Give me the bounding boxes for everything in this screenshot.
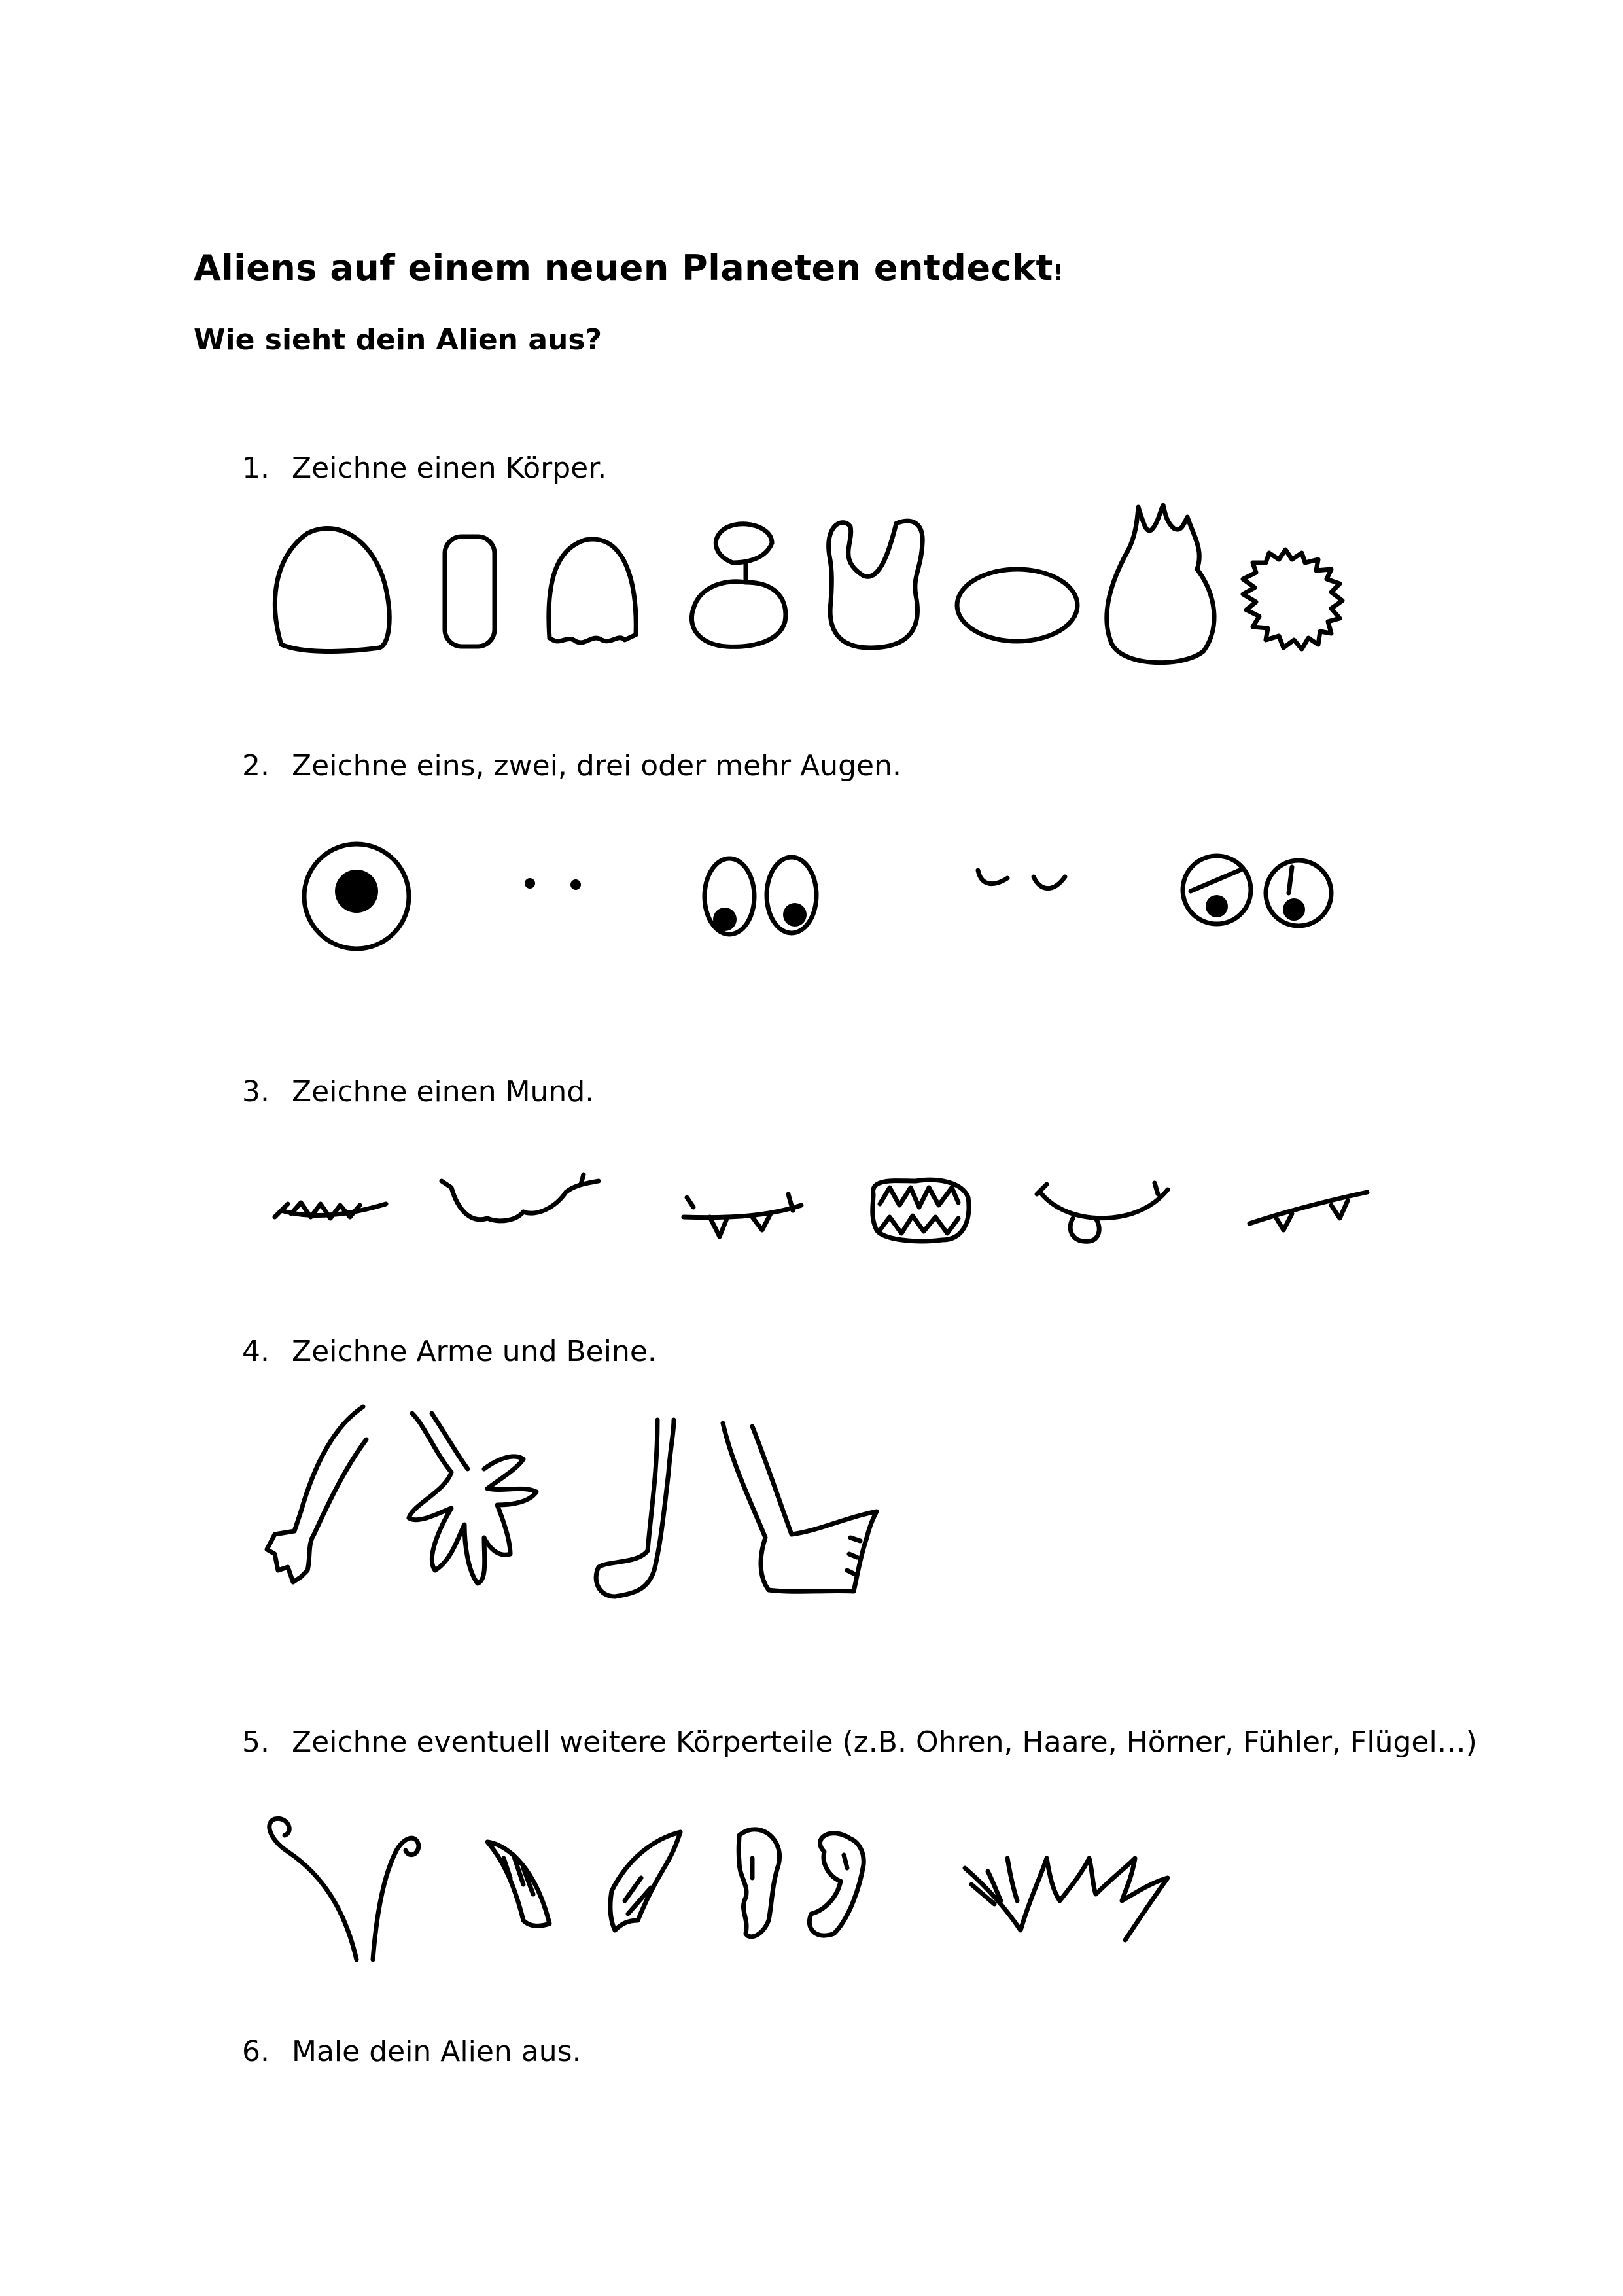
step-number: 2. bbox=[242, 749, 270, 783]
eye-single-big-pupil bbox=[335, 870, 378, 913]
mouth-examples bbox=[275, 1174, 1367, 1241]
body-flame-drawing bbox=[1107, 505, 1214, 663]
eye-closed-right bbox=[1034, 877, 1065, 889]
eye-dot-left bbox=[525, 878, 535, 889]
mouth-smirk-drawing bbox=[1249, 1192, 1367, 1230]
body-dome-drawing bbox=[275, 529, 389, 652]
antenna-left-drawing bbox=[270, 1818, 357, 1960]
step-number: 3. bbox=[242, 1075, 270, 1108]
mouth-wavy-smile-drawing bbox=[442, 1174, 599, 1221]
step-number: 4. bbox=[242, 1335, 270, 1368]
eye-sleepy-right-lid bbox=[1289, 867, 1292, 893]
antenna-right-drawing bbox=[373, 1838, 419, 1960]
body-ghost-drawing bbox=[549, 539, 636, 643]
step-text: Male dein Alien aus. bbox=[292, 2035, 582, 2068]
step-number: 6. bbox=[242, 2035, 270, 2068]
mouth-zigzag-drawing bbox=[275, 1203, 386, 1218]
eye-oval-left-pupil bbox=[713, 908, 737, 931]
title-text: Aliens auf einem neuen Planeten entdeckt bbox=[194, 247, 1053, 289]
eye-closed-left bbox=[978, 870, 1007, 884]
horn-right-drawing bbox=[610, 1832, 680, 1930]
leg-boot-drawing bbox=[596, 1420, 674, 1597]
eye-sleepy-left-pupil bbox=[1206, 895, 1228, 917]
mouth-jagged-teeth-drawing bbox=[873, 1180, 969, 1241]
eye-examples bbox=[304, 844, 1331, 949]
step-number: 1. bbox=[242, 451, 270, 485]
leg-clawed-foot-drawing bbox=[723, 1423, 877, 1591]
mouth-fangs-drawing bbox=[684, 1194, 801, 1237]
arm-clawed-hand-drawing bbox=[409, 1413, 536, 1583]
body-examples bbox=[275, 505, 1342, 663]
extra-part-examples bbox=[270, 1818, 1168, 1960]
horn-left-drawing bbox=[487, 1842, 550, 1926]
body-mushroom-drawing bbox=[691, 524, 785, 647]
worksheet-subtitle: Wie sieht dein Alien aus? bbox=[194, 323, 602, 357]
eye-oval-right-pupil bbox=[783, 903, 807, 927]
body-fuzzy-drawing bbox=[1243, 550, 1342, 649]
body-u-shape-drawing bbox=[829, 521, 923, 648]
ear-left-drawing bbox=[739, 1829, 779, 1937]
mouth-tongue-drawing bbox=[1037, 1183, 1168, 1241]
step-text: Zeichne einen Mund. bbox=[292, 1075, 595, 1108]
body-oval-drawing bbox=[957, 569, 1077, 641]
step-number: 5. bbox=[242, 1725, 270, 1759]
arm-skinny-drawing bbox=[267, 1407, 366, 1582]
limb-examples bbox=[267, 1407, 877, 1597]
title-exclamation: ! bbox=[1053, 260, 1064, 286]
eye-dot-right bbox=[570, 879, 581, 890]
step-text: Zeichne Arme und Beine. bbox=[292, 1335, 657, 1368]
step-text: Zeichne eventuell weitere Körperteile (z.B. Ohren, Haare, Hörner, Fühler, Flügel…) bbox=[292, 1725, 1477, 1759]
hair-tuft-drawing bbox=[965, 1858, 1168, 1940]
step-text: Zeichne eins, zwei, drei oder mehr Augen. bbox=[292, 749, 901, 783]
eye-sleepy-left-lid bbox=[1191, 870, 1240, 891]
step-text: Zeichne einen Körper. bbox=[292, 451, 607, 485]
body-capsule-drawing bbox=[445, 537, 495, 646]
eye-sleepy-right-pupil bbox=[1283, 898, 1305, 921]
ear-right-drawing bbox=[809, 1833, 864, 1935]
